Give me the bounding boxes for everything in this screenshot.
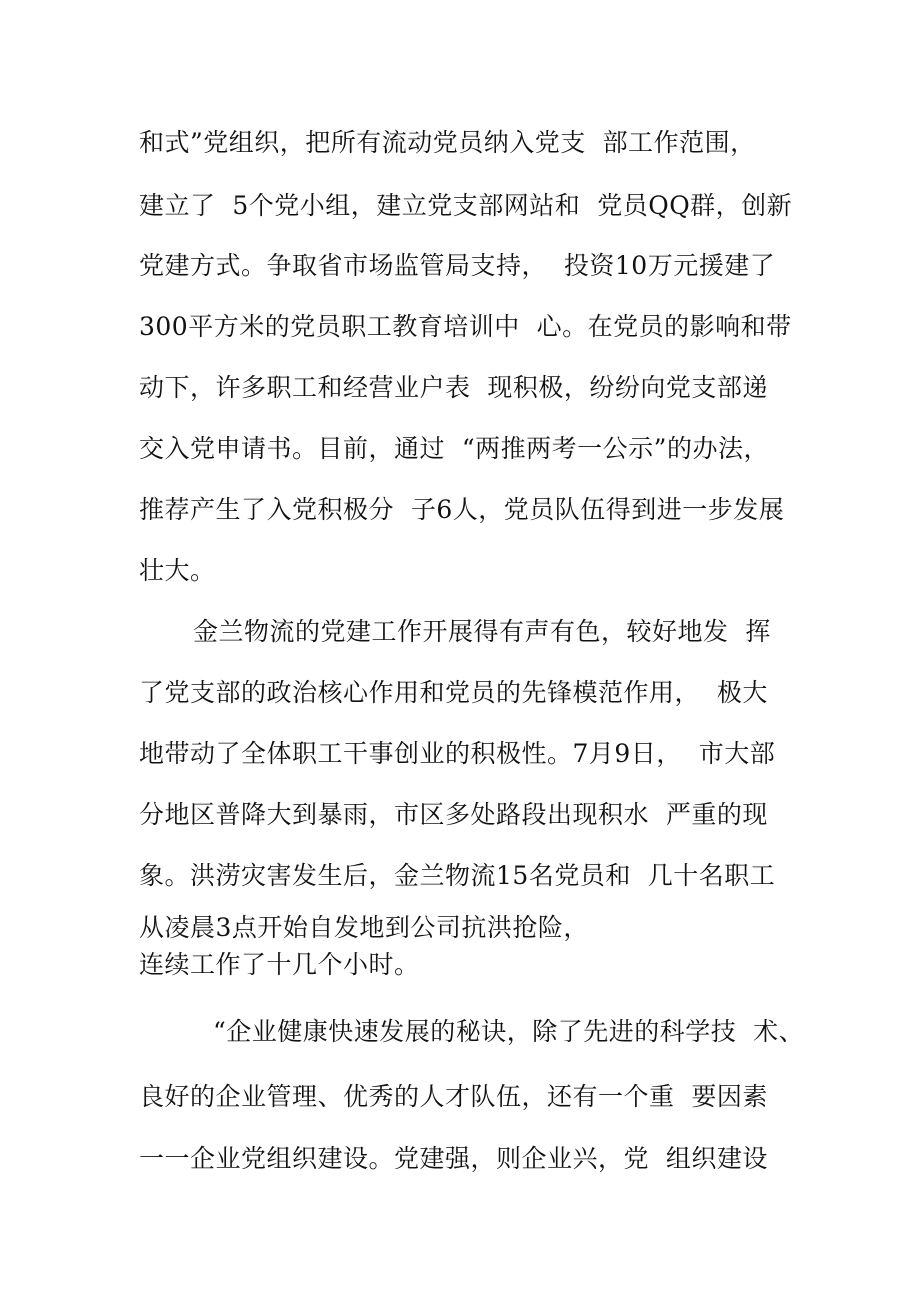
- paragraph-1-line-6: 交入党申请书。目前，通过 “两推两考一公示”的办法，: [139, 434, 769, 463]
- paragraph-1-line-1: 和式”党组织，把所有流动党员纳入党支 部工作范围，: [139, 128, 756, 157]
- paragraph-3-line-3: 一一企业党组织建设。党建强，则企业兴，党 组织建设: [139, 1144, 768, 1173]
- paragraph-1-line-3: 党建方式。争取省市场监管局支持， 投资10万元援建了: [139, 251, 776, 280]
- paragraph-3-line-2: 良好的企业管理、优秀的人才队伍，还有一个重 要因素: [139, 1082, 768, 1111]
- paragraph-1-line-2: 建立了 5个党小组，建立党支部网站和 党员QQ群，创新: [139, 191, 793, 220]
- paragraph-1-line-7: 推荐产生了入党积极分 子6人，党员队伍得到进一步发展: [139, 495, 785, 524]
- paragraph-1-line-5: 动下，许多职工和经营业户表 现积极，纷纷向党支部递: [139, 373, 768, 402]
- paragraph-3-line-1: “企业健康快速发展的秘诀，除了先进的科学技 术、: [213, 1017, 805, 1046]
- paragraph-1-line-4: 300平方米的党员职工教育培训中 心。在党员的影响和带: [139, 312, 792, 341]
- paragraph-2-line-1: 金兰物流的党建工作开展得有声有色，较好地发 挥: [193, 617, 771, 646]
- paragraph-2-line-4: 分地区普降大到暴雨，市区多处路段出现积水 严重的现: [139, 800, 768, 829]
- paragraph-2-line-5: 象。洪涝灾害发生后，金兰物流15名党员和 几十名职工: [139, 861, 776, 890]
- paragraph-2-line-6: 从凌晨3点开始自发地到公司抗洪抢险，: [139, 913, 589, 942]
- paragraph-1-line-8: 壮大。: [139, 556, 216, 585]
- paragraph-2-line-2: 了党支部的政治核心作用和党员的先锋模范作用， 极大: [139, 678, 768, 707]
- paragraph-2-line-7: 连续工作了十几个小时。: [139, 950, 420, 979]
- paragraph-2-line-3: 地带动了全体职工干事创业的积极性。7月9日， 市大部: [139, 739, 776, 768]
